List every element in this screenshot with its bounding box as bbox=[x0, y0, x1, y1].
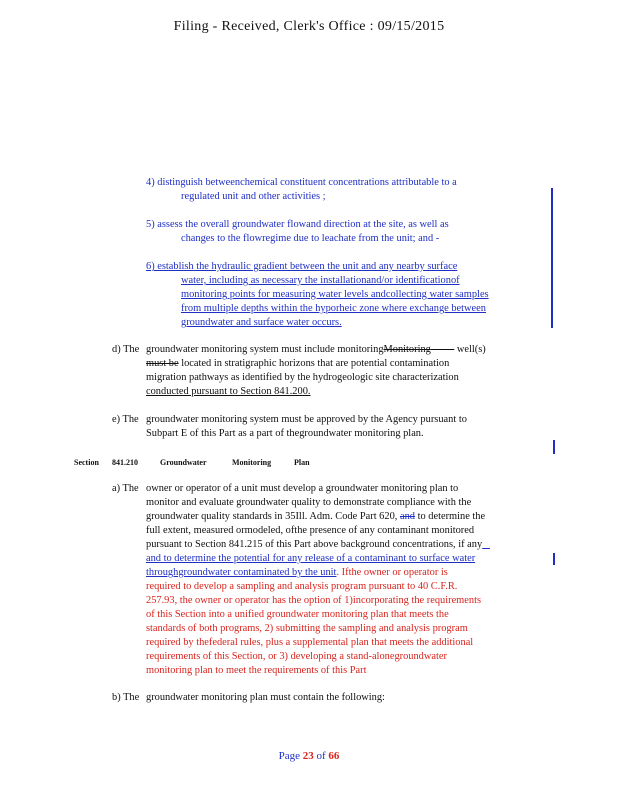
item-6-line-3: monitoring points for measuring water levels andcollecting water samples bbox=[181, 289, 489, 300]
para-a-line-12: required by thefederal rules, plus a supplemental plan that meets the additional bbox=[146, 637, 474, 648]
para-d-label: d) The bbox=[112, 344, 140, 355]
para-d-line-3: migration pathways as identified by the hydrogeologic site characterization bbox=[146, 372, 459, 383]
section-number: 841.210 bbox=[112, 458, 138, 467]
page-number: 23 bbox=[302, 750, 314, 762]
filing-header: Filing - Received, Clerk's Office : 09/15/2015 bbox=[173, 19, 445, 34]
item-6-line-4: from multiple depths within the hyporheic zone where exchange between bbox=[181, 303, 486, 314]
revision-bar bbox=[553, 553, 555, 565]
para-a-line-10: of this Section into a unified groundwater monitoring plan that meets the bbox=[146, 609, 449, 620]
para-d-line-1: groundwater monitoring system must include monitoringMonitoring well(s) bbox=[146, 344, 486, 355]
section-title-word-2: Monitoring bbox=[232, 458, 272, 467]
page-total: 66 bbox=[328, 750, 340, 762]
para-a-line-2: monitor and evaluate groundwater quality to demonstrate compliance with the bbox=[146, 497, 472, 508]
para-e-line-2: Subpart E of this Part as a part of thegroundwater monitoring plan. bbox=[146, 428, 424, 439]
revision-bar bbox=[551, 188, 553, 328]
item-5-line-1: 5) assess the overall groundwater flowand direction at the site, as well as bbox=[146, 219, 449, 230]
para-b-line-1: groundwater monitoring plan must contain the following: bbox=[146, 692, 385, 703]
item-6-line-2: water, including as necessary the installationand/or identificationof bbox=[181, 275, 460, 286]
para-a-line-4: full extent, measured ormodeled, ofthe presence of any contaminant monitored bbox=[146, 525, 475, 536]
item-4-line-2: regulated unit and other activities ; bbox=[181, 191, 326, 202]
page-footer bbox=[0, 750, 618, 762]
para-a-line-7: throughgroundwater contaminated by the unit. Ifthe owner or operator is bbox=[146, 567, 448, 578]
para-a-line-14: monitoring plan to meet the requirements of this Part bbox=[146, 665, 367, 676]
para-a-line-11: standards of both programs, 2) submitting the sampling and analysis program bbox=[146, 623, 468, 634]
item-6-line-5: groundwater and surface water occurs. bbox=[181, 317, 342, 328]
para-b-label: b) The bbox=[112, 692, 140, 703]
para-d-line-4: conducted pursuant to Section 841.200. bbox=[146, 386, 311, 397]
para-a-line-9: 257.93, the owner or operator has the option of 1)incorporating the requirements bbox=[146, 595, 482, 606]
para-a-line-13: requirements of this Section, or 3) developing a stand-alonegroundwater bbox=[146, 651, 447, 662]
item-4-line-1: 4) distinguish betweenchemical constituent concentrations attributable to a bbox=[146, 177, 457, 188]
section-label: Section bbox=[74, 458, 99, 467]
para-d-line-2: must be located in stratigraphic horizons that are potential contamination bbox=[146, 358, 450, 369]
para-e-line-1: groundwater monitoring system must be approved by the Agency pursuant to bbox=[146, 414, 467, 425]
revision-bar bbox=[553, 440, 555, 454]
section-title-word-3: Plan bbox=[294, 458, 310, 467]
para-a-line-6: and to determine the potential for any release of a contaminant to surface water bbox=[146, 553, 476, 564]
item-5-line-2: changes to the flowregime due to leachate from the unit; and - bbox=[181, 233, 440, 244]
para-e-label: e) The bbox=[112, 414, 139, 425]
para-a-line-1: owner or operator of a unit must develop a groundwater monitoring plan to bbox=[146, 483, 459, 494]
item-6-line-1: 6) establish the hydraulic gradient between the unit and any nearby surface bbox=[146, 261, 458, 272]
para-a-line-8: required to develop a sampling and analysis program pursuant to 40 C.F.R. bbox=[146, 581, 458, 592]
para-a-label: a) The bbox=[112, 483, 139, 494]
para-a-line-3: groundwater quality standards in 35Ill. Adm. Code Part 620, and to determine the bbox=[146, 511, 486, 522]
footer-of: of bbox=[316, 750, 326, 762]
footer-prefix: Page bbox=[278, 750, 300, 762]
section-title-word-1: Groundwater bbox=[160, 458, 207, 467]
para-a-line-5: pursuant to Section 841.215 of this Part above background concentrations, if any bbox=[146, 539, 483, 550]
